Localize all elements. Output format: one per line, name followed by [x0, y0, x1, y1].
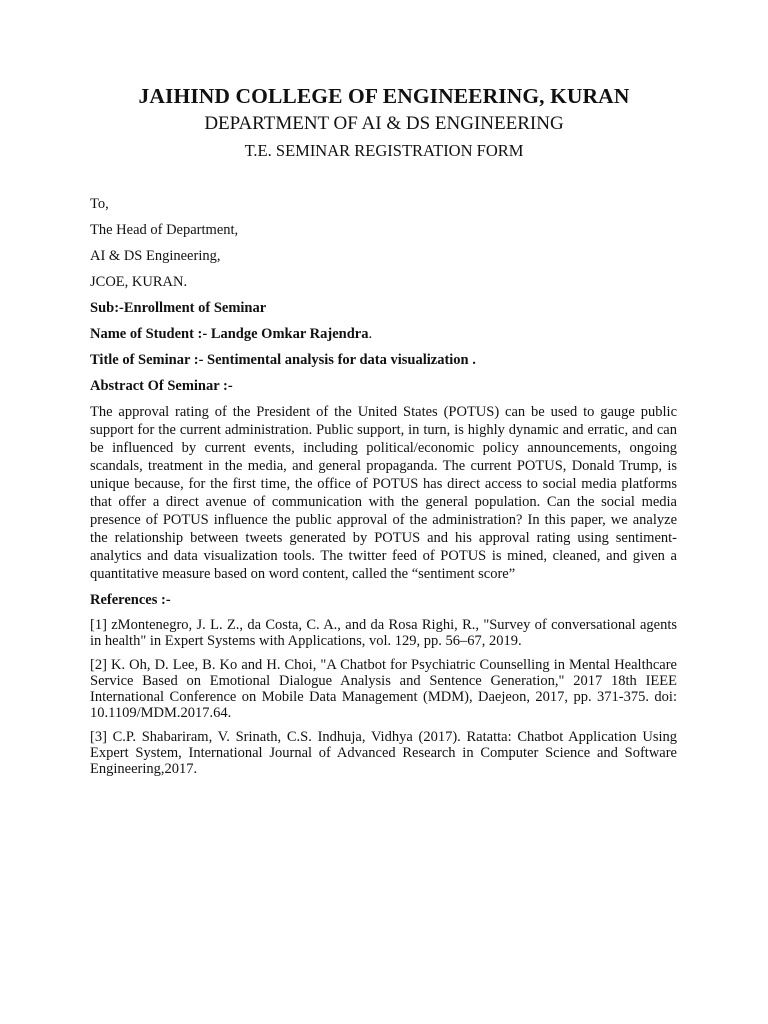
abstract-text: The approval rating of the President of the United States (POTUS) can be used to gauge public support for the current administration. Public support, in turn, is highly dynamic and erratic, and can be influenced by current events, including political/economic policy announcements, ongoing scandals, treatment in the media, and general propaganda. The current POTUS, Donald Trump, is unique because, for the first time, the office of POTUS has direct access to social media platforms that offer a direct avenue of communication with the general population. Can the social media presence of POTUS influence the public approval of the administration? In this paper, we analyze the relationship between tweets generated by POTUS and his approval rating using sentiment-analytics and data visualization tools. The twitter feed of POTUS is mined, cleaned, and given a quantitative measure based on word content, called the “sentiment score” — [90, 404, 677, 582]
subject-label: Sub — [90, 300, 115, 316]
department-name: DEPARTMENT OF AI & DS ENGINEERING — [204, 113, 564, 134]
subject-line — [90, 299, 677, 317]
student-name-suffix: . — [368, 326, 373, 342]
address-line-1: The Head of Department, — [90, 222, 239, 238]
salutation: To, — [90, 196, 109, 212]
reference-item-2: [2] K. Oh, D. Lee, B. Ko and H. Choi, "A Chatbot for Psychiatric Counselling in Mental Healthcare Service Based on Emotional Dialogue Analysis and Sentence Generation," 2017 18th IEEE International Conference on Mobile Data Management (MDM), Daejeon, 2017, pp. 371-375. doi: 10.1109/MDM.2017.64. — [90, 657, 677, 721]
college-name: JAIHIND COLLEGE OF ENGINEERING, KURAN — [138, 84, 630, 108]
abstract-heading: Abstract Of Seminar :- — [90, 378, 233, 394]
address-line-2: AI & DS Engineering, — [90, 248, 221, 264]
letter-body — [90, 195, 677, 785]
form-title: T.E. SEMINAR REGISTRATION FORM — [244, 141, 524, 160]
reference-item-3: [3] C.P. Shabariram, V. Srinath, C.S. Indhuja, Vidhya (2017). Ratatta: Chatbot Application Using Expert System, International Journal of Advanced Research in Computer Science and Software Engineering,2017. — [90, 729, 677, 777]
seminar-title: Title of Seminar :- Sentimental analysis for data visualization . — [90, 352, 476, 368]
reference-item-1: [1] zMontenegro, J. L. Z., da Costa, C. A., and da Rosa Righi, R., "Survey of conversational agents in health" in Expert Systems with Applications, vol. 129, pp. 56–67, 2019. — [90, 617, 677, 649]
subject-value: :-Enrollment of Seminar — [114, 300, 267, 316]
student-name: Name of Student :- Landge Omkar Rajendra — [90, 326, 369, 342]
student-name-line — [90, 325, 677, 343]
references-heading: References :- — [90, 592, 171, 608]
address-line-3: JCOE, KURAN. — [90, 274, 188, 290]
